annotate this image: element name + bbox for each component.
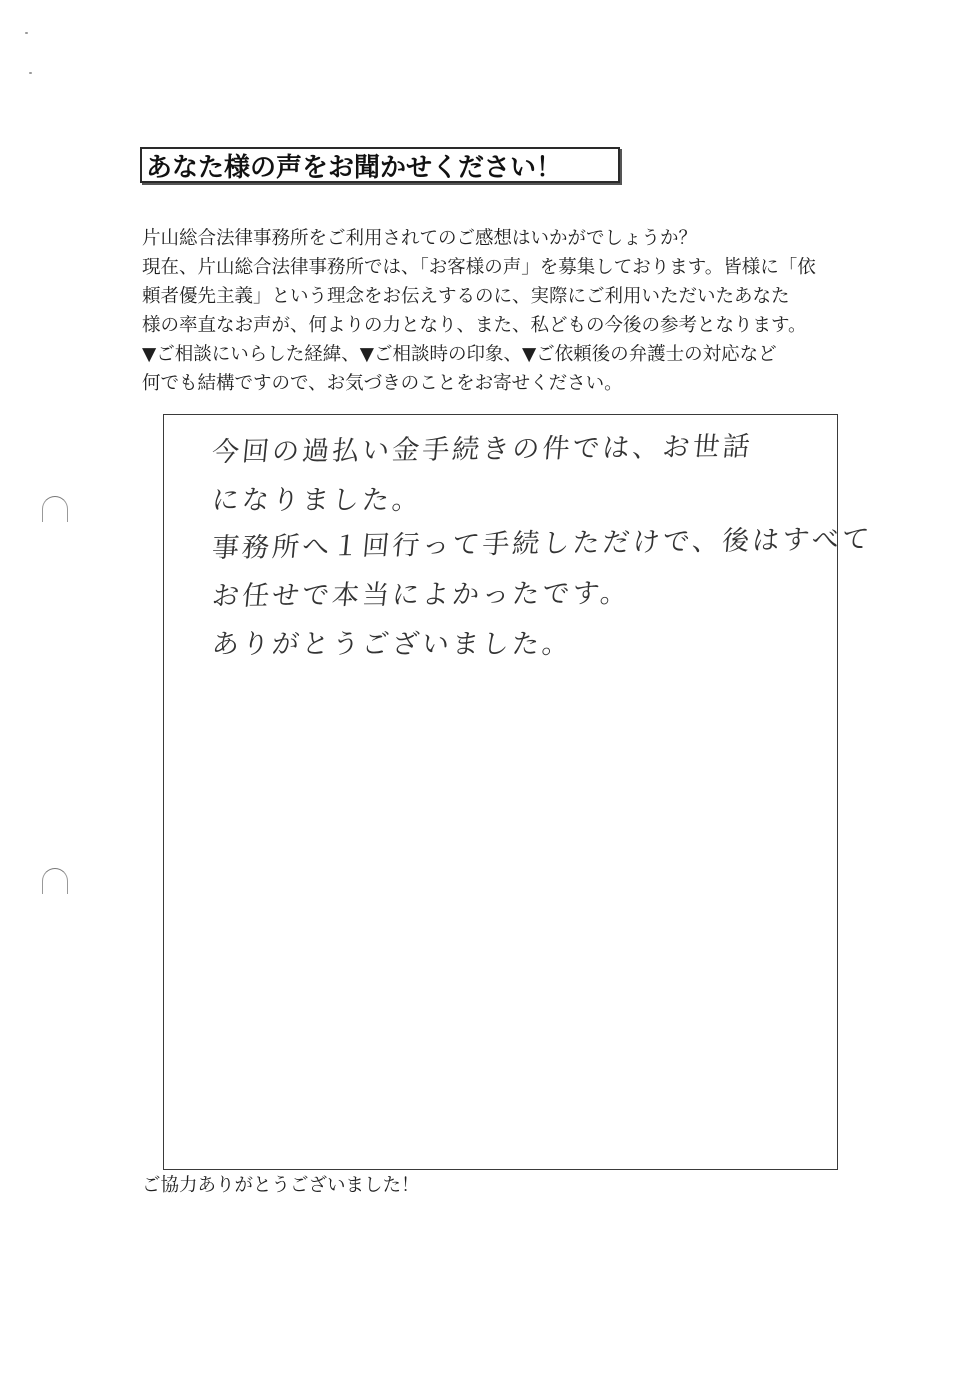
handwritten-line: ありがとうございました。 — [210, 629, 574, 660]
scan-speck — [29, 72, 32, 74]
punch-hole — [42, 496, 68, 522]
closing-thanks: ご協力ありがとうございました！ — [142, 1175, 420, 1196]
scan-speck — [25, 32, 28, 34]
intro-line: 何でも結構ですので、お気づきのことをお寄せください。 — [142, 373, 623, 394]
handwritten-line: 事務所へ１回行って手続しただけで、後はすべて — [210, 523, 874, 564]
handwritten-line: お任せで本当によかったです。 — [210, 578, 632, 612]
punch-hole — [42, 868, 68, 894]
intro-line: 様の率直なお声が、何よりの力となり、また、私どもの今後の参考となります。 — [142, 315, 807, 336]
page-title-box — [140, 147, 620, 183]
intro-line: ▼ご相談にいらした経緯、▼ご相談時の印象、▼ご依頼後の弁護士の対応など — [142, 344, 777, 365]
answer-box — [163, 414, 874, 1170]
intro-line: 片山総合法律事務所をご利用されてのご感想はいかがでしょうか？ — [142, 228, 698, 249]
page-title: あなた様の声をお聞かせください！ — [146, 152, 563, 183]
intro-line: 頼者優先主義」という理念をお伝えするのに、実際にご利用いただいたあなた — [142, 286, 790, 307]
handwritten-line: になりました。 — [210, 485, 424, 516]
intro-line: 現在、片山総合法律事務所では、「お客様の声」を募集しております。皆様に「依 — [142, 257, 816, 278]
intro-text — [142, 224, 842, 398]
handwritten-answer — [210, 429, 874, 669]
handwritten-line: 今回の過払い金手続きの件では、お世話 — [210, 431, 755, 468]
